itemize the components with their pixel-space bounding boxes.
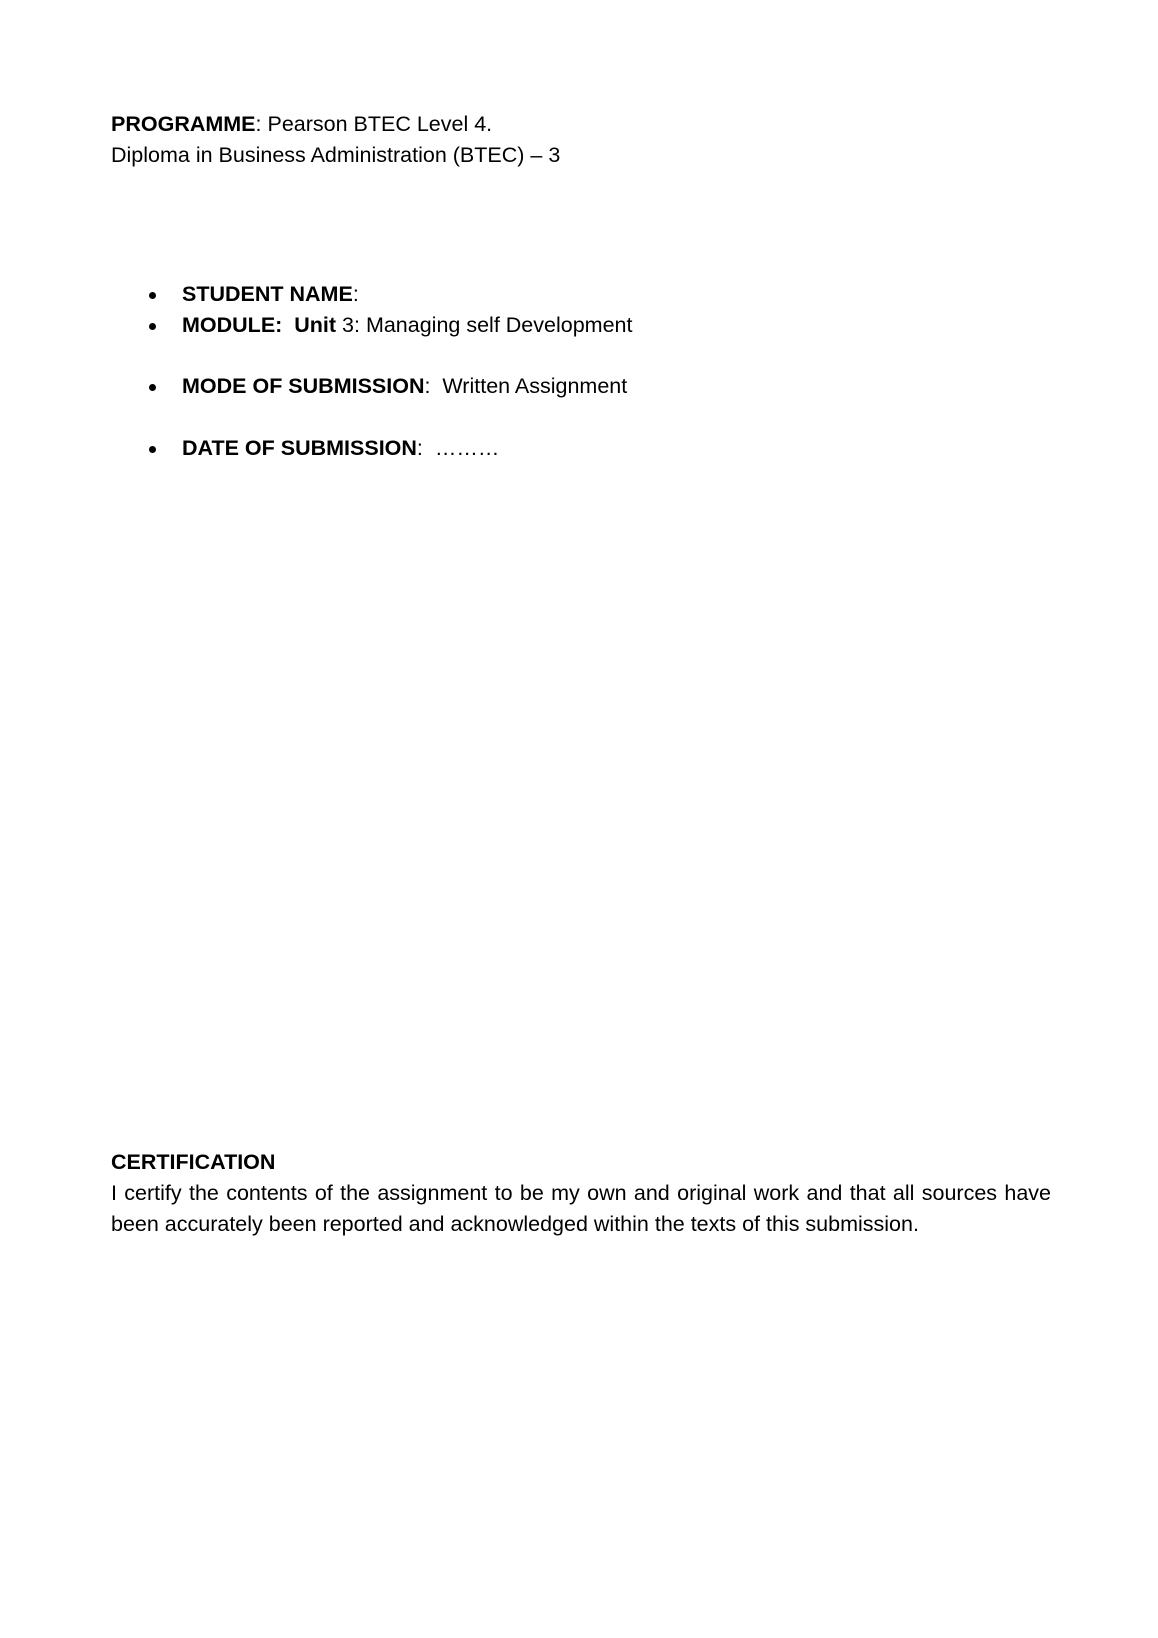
mode-of-submission-label: MODE OF SUBMISSION [182, 374, 425, 398]
student-name-value: : [352, 282, 359, 306]
bullet-icon [149, 323, 156, 330]
list-item-student-name [182, 279, 359, 310]
mode-of-submission-value: : Written Assignment [424, 374, 628, 398]
student-name-label: STUDENT NAME [182, 282, 353, 306]
module-label: MODULE: Unit [182, 313, 337, 337]
programme-label: PROGRAMME [111, 112, 256, 136]
module-value: 3: Managing self Development [336, 313, 633, 337]
date-of-submission-label: DATE OF SUBMISSION [182, 436, 417, 460]
list-item-mode-of-submission [182, 371, 627, 402]
programme-value: : Pearson BTEC Level 4. [255, 112, 493, 136]
bullet-icon [149, 292, 156, 299]
list-item-module [182, 310, 632, 341]
bullet-icon [149, 446, 156, 453]
certification-text: I certify the contents of the assignment to be my own and original work and that all sources have been accurately been reported and acknowledged within the texts of this submission. [111, 1181, 1051, 1236]
programme-line [111, 109, 560, 140]
list-item-date-of-submission [182, 433, 499, 464]
programme-diploma-line: Diploma in Business Administration (BTEC) – 3 [111, 143, 561, 167]
date-of-submission-value: : ……… [416, 436, 500, 460]
programme-section [111, 109, 560, 171]
certification-heading: CERTIFICATION [111, 1150, 276, 1174]
bullet-icon [149, 384, 156, 391]
